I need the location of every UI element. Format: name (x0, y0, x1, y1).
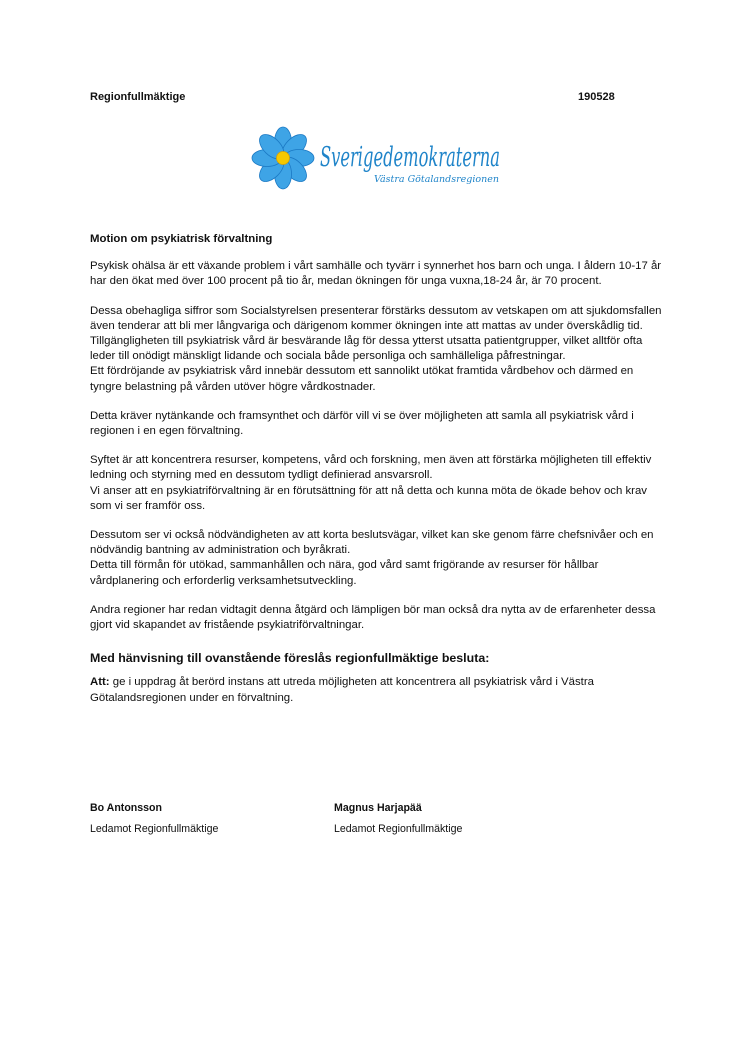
paragraph-6: Syftet är att koncentrera resurser, kompetens, vård och forskning, men även att förstärka möjligheten till effektiv ledning och styrning med en dessutom tydligt definierad ansvarsroll. (90, 454, 652, 482)
paragraph-4: Ett fördröjande av psykiatrisk vård innebär dessutom ett sannolikt utökat framtida vårdbehov och därmed en tyngre belastning på vården utöver högre vårdkostnader. (90, 365, 634, 393)
decision-heading: Med hänvisning till ovanstående föreslås regionfullmäktige besluta: (90, 651, 490, 666)
att-text: ge i uppdrag åt berörd instans att utreda möjligheten att koncentrera all psykiatrisk vård i Västra Götalandsregionen under en förvaltning. (90, 676, 594, 704)
paragraph-7: Vi anser att en psykiatriförvaltning är en förutsättning för att nå detta och kunna möta de ökade behov och krav som vi ser framför oss. (90, 484, 648, 512)
paragraph-8: Dessutom ser vi också nödvändigheten av att korta beslutsvägar, vilket kan ske genom färre chefsnivåer och en nödvändig bantning av administration och byråkrati. (90, 529, 654, 557)
decision-text (90, 675, 662, 705)
paragraph-9: Detta till förmån för utökad, sammanhållen och nära, god vård samt frigörande av resurser för hållbar vårdplanering och erforderlig verksamhetsutveckling. (90, 559, 599, 587)
signature-1 (90, 801, 218, 836)
party-logo (250, 122, 510, 194)
paragraph-5: Detta kräver nytänkande och framsynthet och därför vill vi se över möjligheten att samla all psykiatrisk vård i regionen i en egen förvaltning. (90, 409, 634, 438)
paragraph-3: Tillgängligheten till psykiatrisk vård är besvärande låg för dessa ytterst utsatta patientgrupper, vilket alltför ofta leder till onödigt mänskligt lidande och sociala både personliga och samhälleliga påfrestningar. (90, 335, 643, 363)
signature-name: Bo Antonsson (90, 802, 162, 814)
att-label: Att: (90, 676, 110, 689)
document-body (90, 232, 662, 706)
signature-name: Magnus Harjapää (334, 802, 422, 814)
signature-role: Ledamot Regionfullmäktige (90, 823, 219, 835)
document-title: Motion om psykiatrisk förvaltning (90, 233, 273, 245)
paragraph-10: Andra regioner har redan vidtagit denna åtgärd och lämpligen bör man också dra nytta av de erfarenheter dessa gjort vid skapandet av fristående psykiatriförvaltningar. (90, 603, 656, 632)
header-assembly: Regionfullmäktige (90, 91, 186, 103)
logo-name: Sverigedemokraterna (320, 142, 500, 173)
header-date: 190528 (578, 91, 615, 103)
signature-2 (334, 801, 462, 836)
paragraph-1: Psykisk ohälsa är ett växande problem i vårt samhälle och tyvärr i synnerhet hos barn och unga. I åldern 10-17 år har den ökat med över 100 procent på tio år, medan ökningen för unga vuxna,18-24 år, är 70 procent. (90, 260, 662, 288)
logo-region: Västra Götalandsregionen (374, 174, 499, 185)
flower-icon (252, 127, 314, 189)
signature-role: Ledamot Regionfullmäktige (334, 823, 463, 835)
flower-center (277, 152, 290, 165)
paragraph-2: Dessa obehagliga siffror som Socialstyrelsen presenterar förstärks dessutom av vetskapen om att sjukdomsfallen även tenderar att bli mer långvariga och därigenom kommer ökningen inte att mattas av under överskådlig tid. (90, 304, 662, 332)
